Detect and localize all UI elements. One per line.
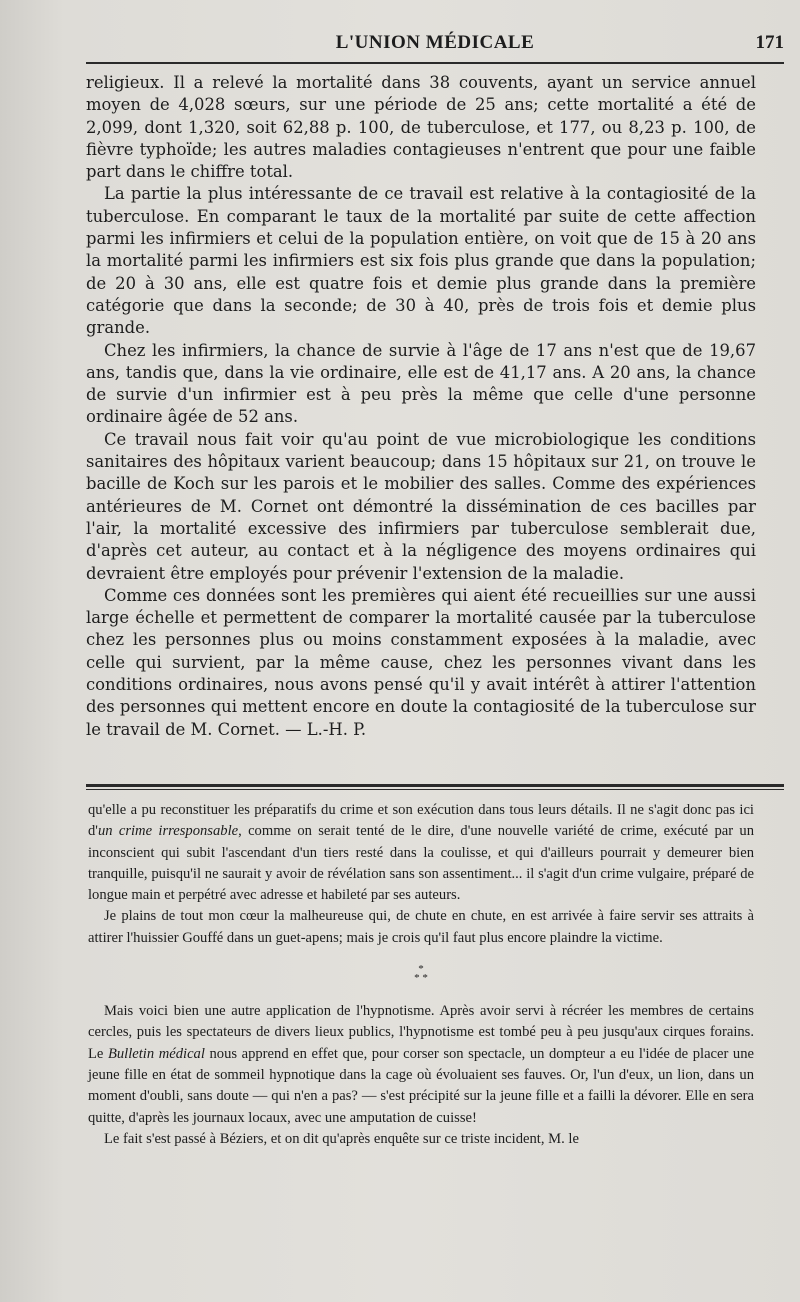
running-title: L'UNION MÉDICALE [335,32,535,53]
feuilleton-p3-before: Mais voici bien une autre application de l'hypnotisme. Après avoir servi à récréer les membres de certains cercles, puis les spectateurs de divers lieux publics, l'hypnotisme est tombé peu à peu jusqu'aux cirques forains. Le [88,1003,754,1062]
feuilleton-paragraph-1 [88,800,754,906]
asterism [88,965,754,983]
page-header [86,30,784,60]
main-paragraph-3: Chez les infirmiers, la chance de survie à l'âge de 17 ans n'est que de 19,67 ans, tandis que, dans la vie ordinaire, elle est de 41,17 ans. A 20 ans, la chance de survie d'un infirmier est à peu près la même que celle d'une personne ordinaire âgée de 52 ans. [86,340,756,427]
feuilleton-p1-italic: un crime irresponsable [97,823,239,840]
feuilleton-section [88,800,754,1150]
feuilleton-p1-before: qu'elle a pu reconstituer les préparatifs du crime et son exécution dans tous leurs détails. Il ne s'agit donc pas ici d' [88,802,754,840]
page-number: 171 [755,32,784,53]
feuilleton-rule-thin [86,789,784,790]
feuilleton-paragraph-2: Je plains de tout mon cœur la malheureuse qui, de chute en chute, en est arrivée à faire servir ses attraits à attirer l'huissier Gouffé dans un guet-apens; mais je crois qu'il faut plus encore plaindre la victime. [88,908,754,946]
main-paragraph-4: Ce travail nous fait voir qu'au point de vue microbiologique les conditions sanitaires des hôpitaux varient beaucoup; dans 15 hôpitaux sur 21, on trouve le bacille de Koch sur les parois et le mobilier des salles. Comme des expériences antérieures de M. Cornet ont démontré la dissémination de ces bacilles par l'air, la mortalité excessive des infirmiers par tuberculose semblerait due, d'après cet auteur, au contact et à la négligence des moyens ordinaires qui devraient être employés pour prévenir l'extension de la maladie. [86,429,756,583]
feuilleton-p3-after: nous apprend en effet que, pour corser son spectacle, un dompteur a eu l'idée de placer une jeune fille en état de sommeil hypnotique dans la cage où évoluaient ses fauves. Or, l'un d'eux, un lion, dans un moment d'oubli, sans doute — qui n'en a pas? — s'est précipité sur la jeune fille et a failli la dévorer. Elle en sera quitte, d'après les journaux locaux, avec une amputation de cuisse! [88,1045,754,1126]
feuilleton-p3-italic: Bulletin médical [107,1045,205,1062]
feuilleton-paragraph-3 [88,1001,754,1129]
main-paragraph-1: religieux. Il a relevé la mortalité dans 38 couvents, ayant un service annuel moyen de 4,028 sœurs, sur une période de 25 ans; cette mortalité a été de 2,099, dont 1,320, soit 62,88 p. 100, de tuberculose, et 177, ou 8,23 p. 100, de fièvre typhoïde; les autres maladies contagieuses n'entrent que pour une faible part dans le chiffre total. [86,73,756,182]
main-paragraph-2: La partie la plus intéressante de ce travail est relative à la contagiosité de la tuberculose. En comparant le taux de la mortalité par suite de cette affection parmi les infirmiers et celui de la population entière, on voit que de 15 à 20 ans la mortalité parmi les infirmiers est six fois plus grande que dans la population; de 20 à 30 ans, elle est quatre fois et demie plus grande dans la première catégorie que dans la seconde; de 30 à 40, près de trois fois et demie plus grande. [86,184,756,338]
feuilleton-rule-thick [86,784,784,787]
feuilleton-paragraph-4: Le fait s'est passé à Béziers, et on dit qu'après enquête sur ce triste incident, M. le [104,1130,579,1147]
header-rule [86,62,784,64]
main-article [86,72,756,741]
feuilleton-p1-after: , comme on serait tenté de le dire, d'une nouvelle variété de crime, exécuté par un inconscient qui subit l'ascendant d'un tiers resté dans la coulisse, et qui d'ailleurs pourrait y demeurer bien tranquille, puisqu'il ne saurait y avoir de révélation sans son assentiment... il s'agit d'un crime vulgaire, préparé de longue main et perpétré avec adresse et habileté par ses auteurs. [88,823,754,904]
asterism-bottom: * * [414,972,428,985]
asterism-top: * [418,963,424,976]
main-paragraph-5: Comme ces données sont les premières qui aient été recueillies sur une aussi large échelle et permettent de comparer la mortalité causée par la tuberculose chez les personnes plus ou moins constamment exposées à la maladie, avec celle qui survient, par la même cause, chez les personnes vivant dans les conditions ordinaires, nous avons pensé qu'il y avait intérêt à attirer l'attention des personnes qui mettent encore en doute la contagiosité de la tuberculose sur le travail de M. Cornet. — L.-H. P. [86,585,756,739]
